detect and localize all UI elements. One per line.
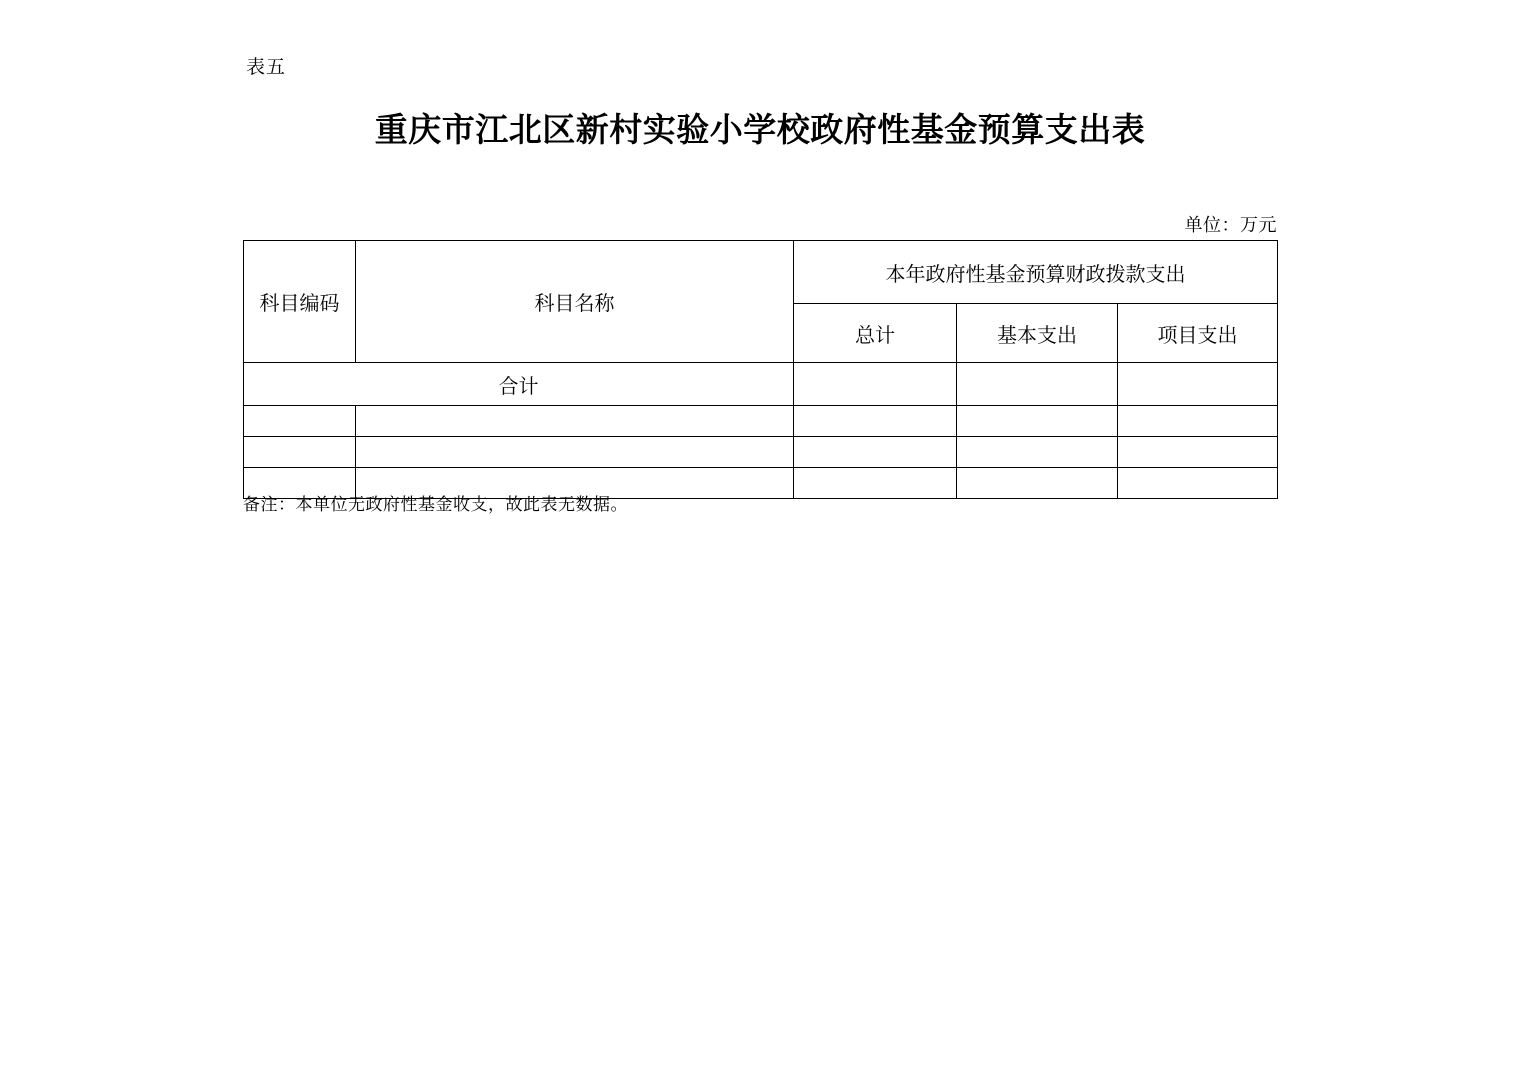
header-code: 科目编码 — [244, 241, 356, 363]
cell-basic — [957, 437, 1118, 468]
header-project-expenditure: 项目支出 — [1118, 304, 1278, 363]
table-row — [244, 437, 1278, 468]
cell-name — [356, 437, 794, 468]
unit-note: 单位：万元 — [1184, 215, 1277, 235]
cell-total — [794, 406, 957, 437]
cell-total — [794, 437, 957, 468]
table-header — [244, 241, 1278, 363]
cell-project — [1118, 406, 1278, 437]
table-remark: 备注：本单位无政府性基金收支，故此表无数据。 — [243, 495, 628, 514]
header-basic-expenditure: 基本支出 — [957, 304, 1118, 363]
cell-code — [244, 406, 356, 437]
cell-basic — [957, 363, 1118, 406]
table-row — [244, 363, 1278, 406]
header-name: 科目名称 — [356, 241, 794, 363]
cell-basic — [957, 468, 1118, 499]
cell-total — [794, 363, 957, 406]
cell-code — [244, 437, 356, 468]
cell-basic — [957, 406, 1118, 437]
budget-table-container — [243, 240, 1277, 499]
cell-project — [1118, 468, 1278, 499]
table-body — [244, 363, 1278, 499]
row-label-total: 合计 — [244, 363, 794, 406]
header-total: 总计 — [794, 304, 957, 363]
page-title: 重庆市江北区新村实验小学校政府性基金预算支出表 — [374, 113, 1146, 149]
cell-project — [1118, 437, 1278, 468]
cell-project — [1118, 363, 1278, 406]
header-group-current-year: 本年政府性基金预算财政拨款支出 — [794, 241, 1278, 304]
cell-name — [356, 406, 794, 437]
cell-total — [794, 468, 957, 499]
table-row — [244, 406, 1278, 437]
budget-table — [243, 240, 1278, 499]
table-header-row-1 — [244, 241, 1278, 304]
sheet-label: 表五 — [246, 57, 287, 78]
